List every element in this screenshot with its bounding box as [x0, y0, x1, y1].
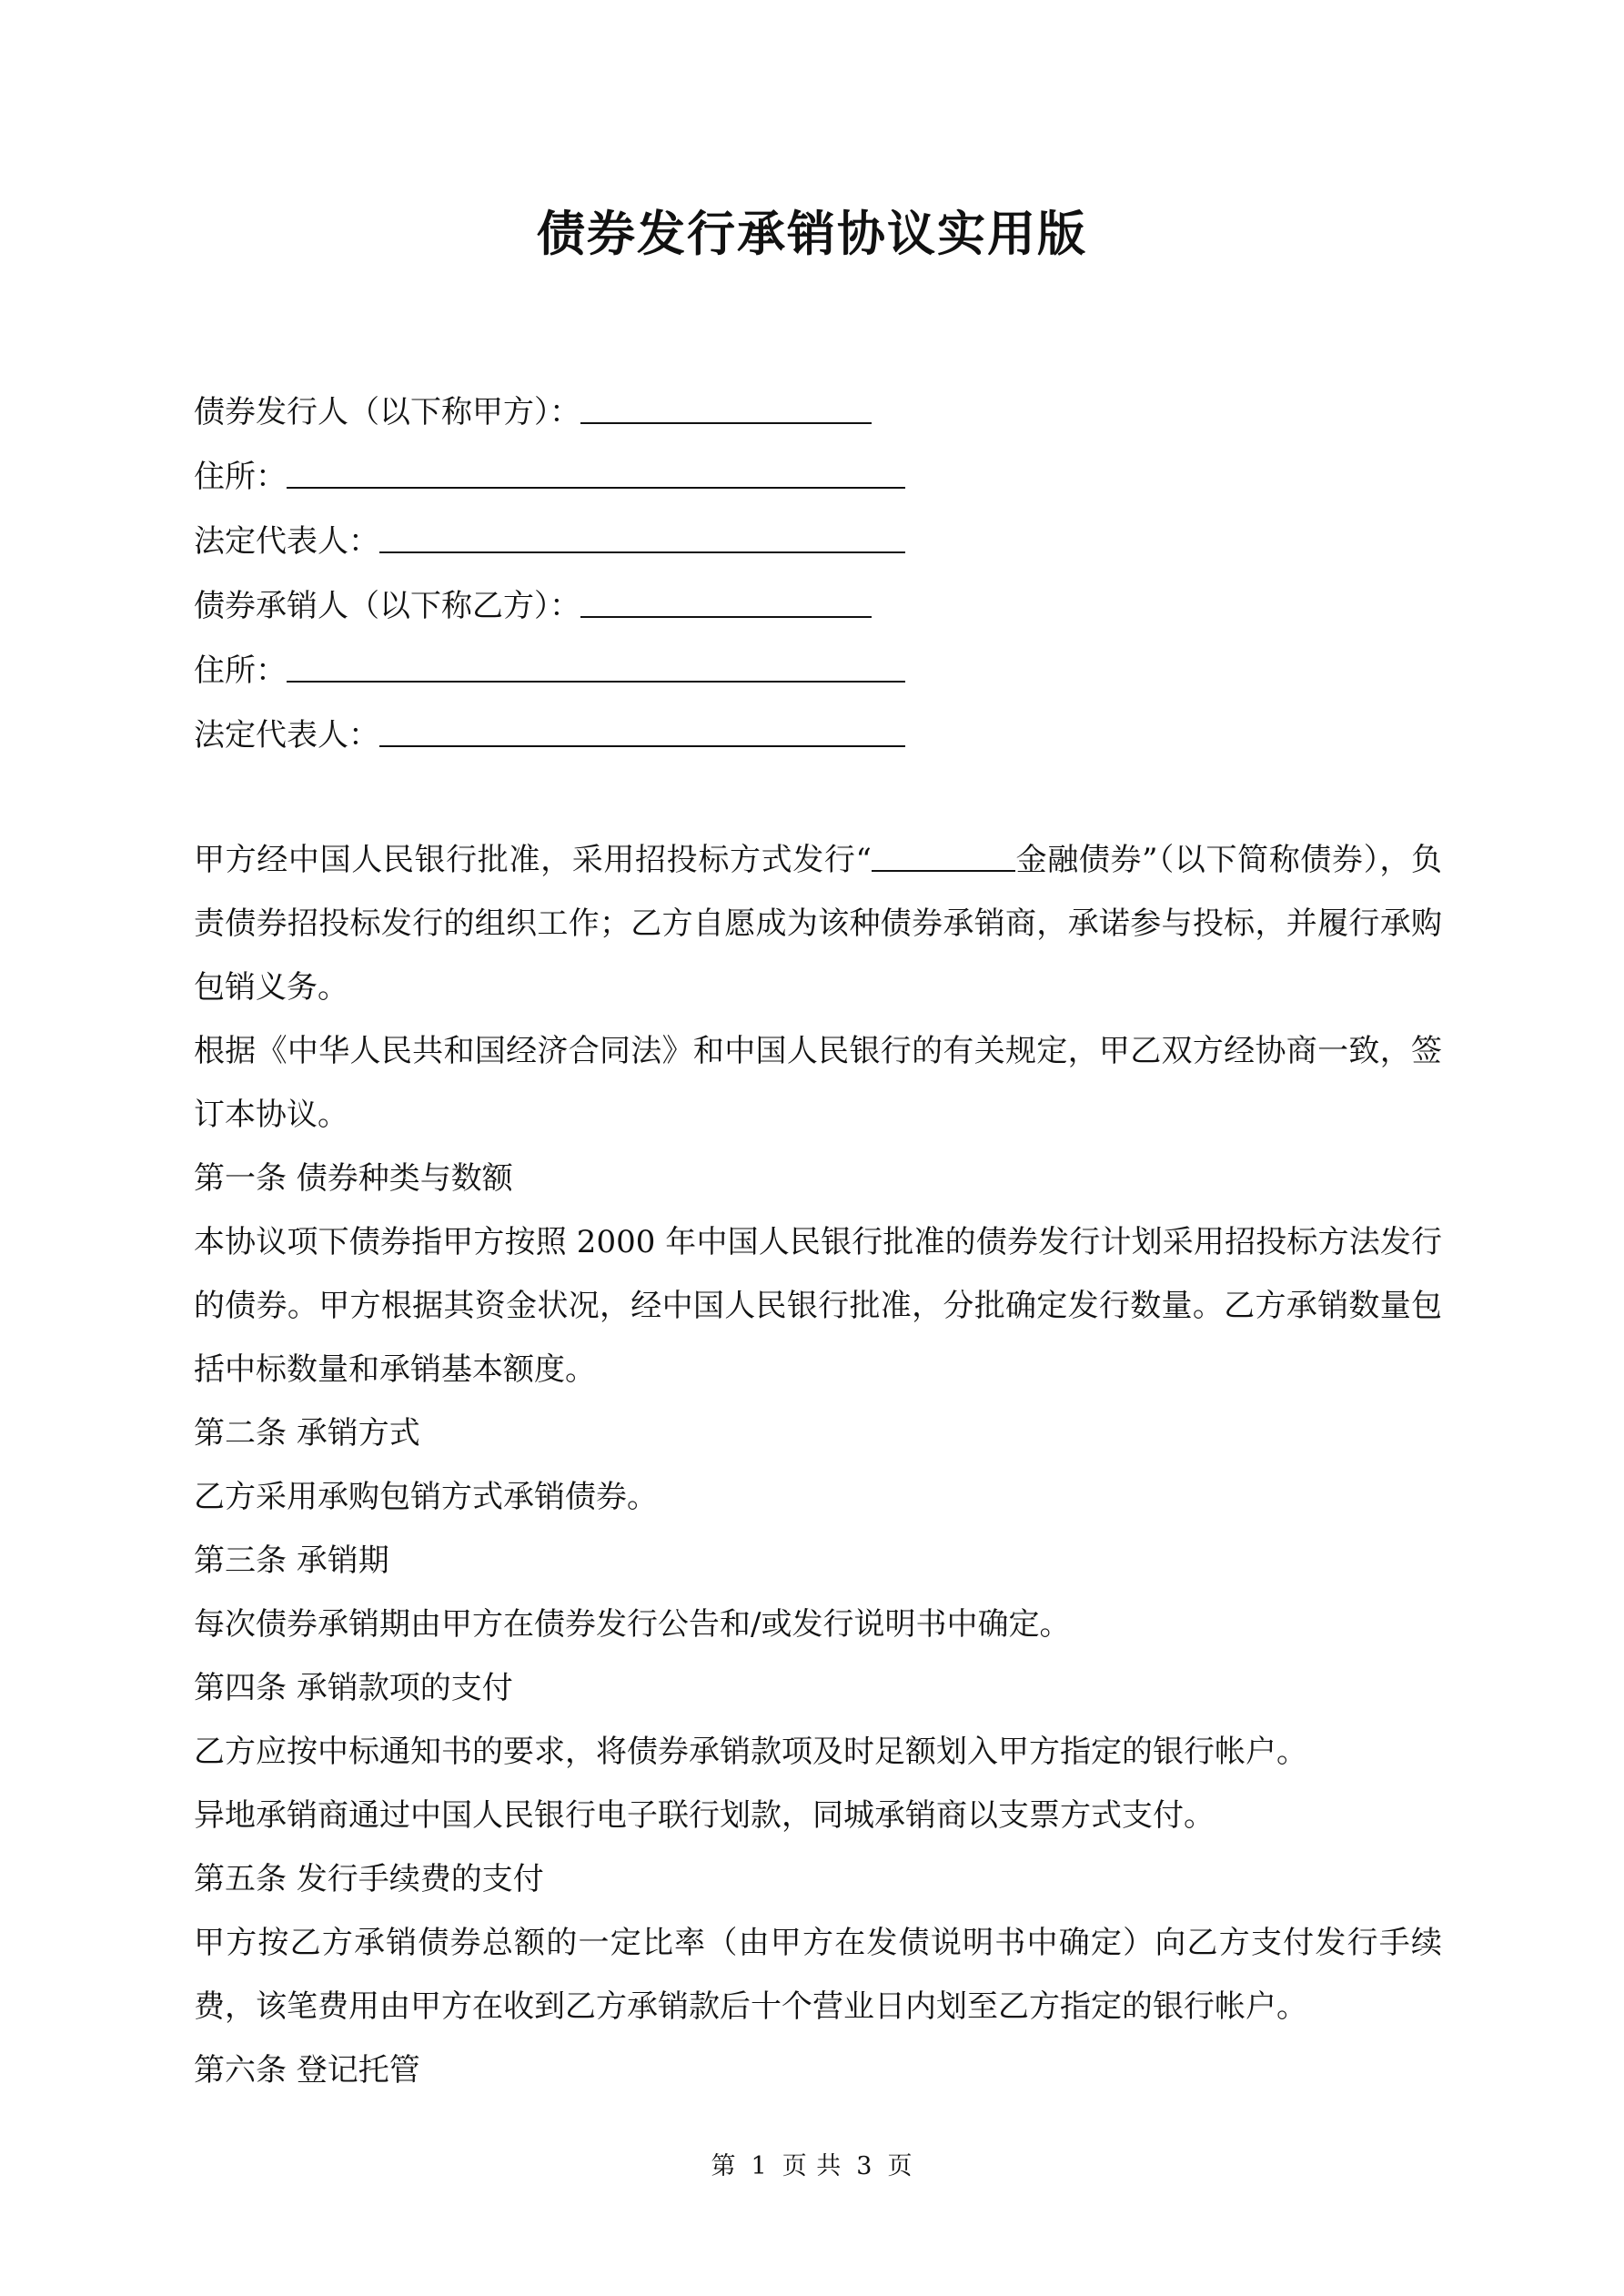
fill-blank[interactable] — [379, 521, 905, 553]
party-underwriter-representative — [194, 703, 1468, 768]
bond-name-blank[interactable] — [872, 843, 1015, 872]
party-label: 债券承销人（以下称乙方）： — [194, 588, 580, 624]
party-label: 法定代表人： — [194, 523, 379, 560]
paragraph: 根据《中华人民共和国经济合同法》和中国人民银行的有关规定，甲乙双方经协商一致，签订本协议。 — [194, 1033, 1442, 1133]
party-label: 法定代表人： — [194, 717, 379, 754]
footer-middle: 页 共 — [782, 2152, 842, 2180]
footer-suffix: 页 — [887, 2152, 913, 2180]
article-heading: 第六条 登记托管 — [194, 2052, 420, 2089]
intro-paragraph — [194, 828, 1442, 1019]
fill-blank[interactable] — [287, 650, 905, 683]
paragraph: 本协议项下债券指甲方按照 2000 年中国人民银行批准的债券发行计划采用招投标方法发行的债券。甲方根据其资金状况，经中国人民银行批准，分批确定发行数量。乙方承销数量包括中标数量和承销基本额度。 — [194, 1224, 1442, 1388]
fill-blank[interactable] — [287, 456, 905, 489]
party-label: 住所： — [194, 459, 287, 495]
party-issuer-representative — [194, 510, 1468, 574]
document-title: 债券发行承销协议实用版 — [537, 206, 1087, 262]
article-heading: 第一条 债券种类与数额 — [194, 1160, 513, 1197]
party-underwriter — [194, 574, 1468, 639]
paragraph: 乙方应按中标通知书的要求，将债券承销款项及时足额划入甲方指定的银行帐户。 — [194, 1734, 1307, 1770]
paragraph: 甲方按乙方承销债券总额的一定比率（由甲方在发债说明书中确定）向乙方支付发行手续费，该笔费用由甲方在收到乙方承销款后十个营业日内划至乙方指定的银行帐户。 — [194, 1925, 1442, 2025]
party-issuer — [194, 380, 1468, 445]
article-heading: 第三条 承销期 — [194, 1542, 389, 1579]
party-info-block — [194, 380, 1468, 768]
paragraph: 乙方采用承购包销方式承销债券。 — [194, 1479, 658, 1515]
footer-prefix: 第 — [711, 2152, 737, 2180]
paragraph: 每次债券承销期由甲方在债券发行公告和/或发行说明书中确定。 — [194, 1606, 1071, 1643]
article-heading: 第二条 承销方式 — [194, 1415, 420, 1451]
fill-blank[interactable] — [580, 585, 872, 618]
party-label: 住所： — [194, 652, 287, 689]
intro-text-before: 甲方经中国人民银行批准，采用招投标方式发行“ — [194, 842, 872, 878]
article-heading: 第五条 发行手续费的支付 — [194, 1861, 544, 1897]
agreement-body — [194, 828, 1442, 2102]
paragraph: 异地承销商通过中国人民银行电子联行划款，同城承销商以支票方式支付。 — [194, 1797, 1215, 1834]
intro-text-after: 金融债券”（以下简称债券），负责债券招投标发行的组织工作；乙方自愿成为该种债券承销商，承诺参与投标，并履行承购包销义务。 — [194, 842, 1442, 1006]
article-heading: 第四条 承销款项的支付 — [194, 1670, 513, 1706]
fill-blank[interactable] — [580, 391, 872, 424]
party-underwriter-address — [194, 639, 1468, 703]
party-issuer-address — [194, 445, 1468, 510]
page-number: 1 — [751, 2152, 768, 2180]
party-label: 债券发行人（以下称甲方）： — [194, 394, 580, 430]
fill-blank[interactable] — [379, 714, 905, 747]
total-pages: 3 — [856, 2152, 873, 2180]
page-footer — [0, 2146, 1624, 2181]
